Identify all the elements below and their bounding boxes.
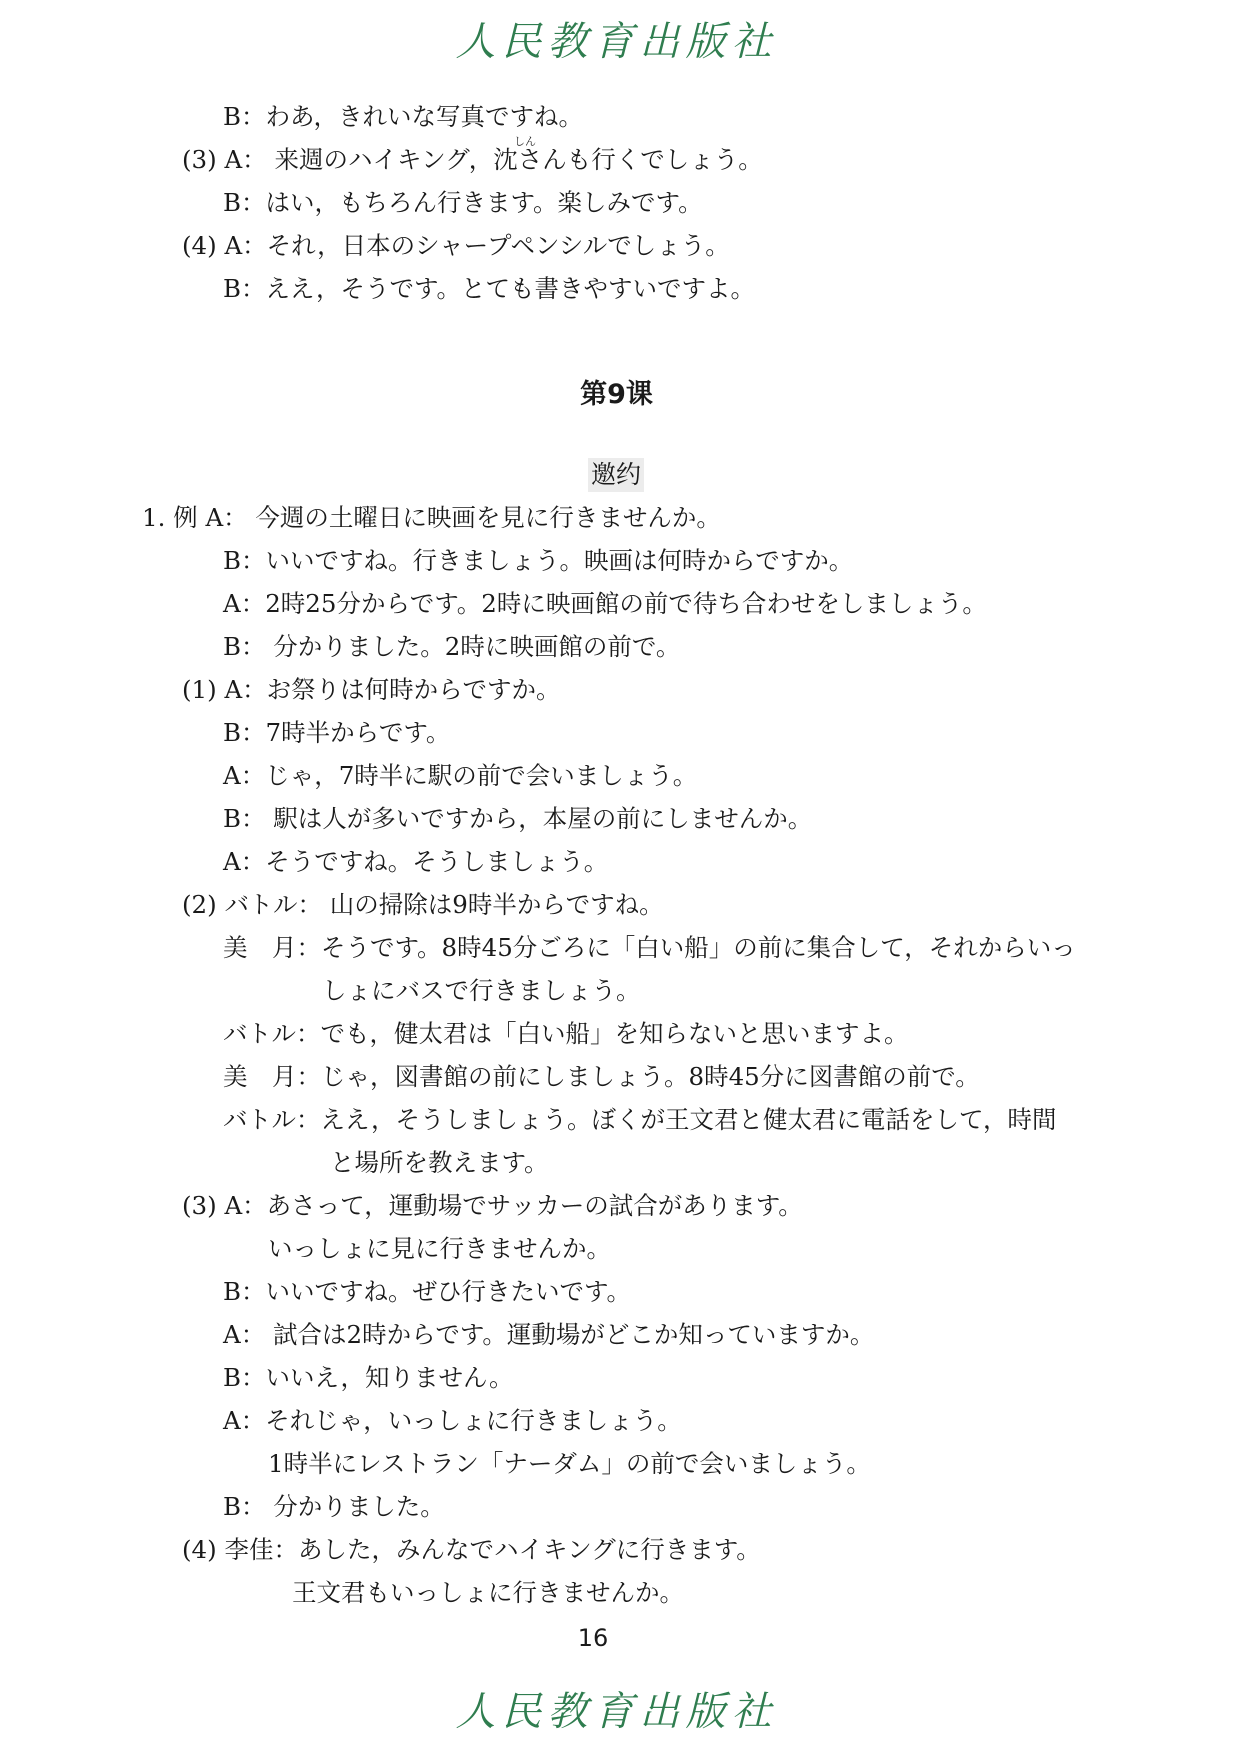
text-line: 1. 例 A： 今週の土曜日に映画を見に行きませんか。: [142, 503, 721, 532]
text-line: B：いいえ，知りません。: [223, 1363, 514, 1392]
text-line: いっしょに見に行きませんか。: [268, 1234, 611, 1263]
text-line: と場所を教えます。: [330, 1148, 549, 1177]
ruby-annotation: しん: [514, 135, 536, 148]
text-line: バトル：ええ，そうしましょう。ぼくが王文君と健太君に電話をして，時間: [223, 1105, 1057, 1134]
text-line: 美 月：そうです。8時45分ごろに「白い船」の前に集合して，それからいっ: [223, 933, 1076, 962]
text-line: B： 分かりました。: [223, 1492, 445, 1521]
text-line: (3) A：あさって，運動場でサッカーの試合があります。: [182, 1191, 803, 1220]
publisher-logo-bottom: 人民教育出版社: [455, 1689, 778, 1735]
text-line: A： 試合は2時からです。運動場がどこか知っていますか。: [223, 1320, 875, 1349]
text-line: 1時半にレストラン「ナーダム」の前で会いましょう。: [268, 1449, 871, 1478]
text-line: B：いいですね。ぜひ行きたいです。: [223, 1277, 632, 1306]
lesson-title: 第9课: [580, 379, 653, 410]
text-line: A：それじゃ，いっしょに行きましょう。: [223, 1406, 682, 1435]
text-line: B：はい，もちろん行きます。楽しみです。: [223, 188, 703, 217]
text-line: B：いいですね。行きましょう。映画は何時からですか。: [223, 546, 854, 575]
text-line: (3) A： 来週のハイキング，沈さんも行くでしょう。: [182, 145, 763, 174]
text-line: (2) バトル： 山の掃除は9時半からですね。: [182, 890, 664, 919]
text-line: 美 月：じゃ，図書館の前にしましょう。8時45分に図書館の前で。: [223, 1062, 980, 1091]
text-line: A：そうですね。そうしましょう。: [223, 847, 609, 876]
text-line: B：ええ，そうです。とても書きやすいですよ。: [223, 274, 756, 303]
text-line: しょにバスで行きましょう。: [322, 976, 641, 1005]
text-line: B： 駅は人が多いですから，本屋の前にしませんか。: [223, 804, 813, 833]
text-line: (4) A：それ，日本のシャープペンシルでしょう。: [182, 231, 730, 260]
text-line: B： 分かりました。2時に映画館の前で。: [223, 632, 681, 661]
text-line: バトル：でも，健太君は「白い船」を知らないと思いますよ。: [223, 1019, 909, 1048]
page-number: 16: [577, 1624, 609, 1652]
text-line: 王文君もいっしょに行きませんか。: [292, 1578, 684, 1607]
text-line: B：わあ，きれいな写真ですね。: [223, 102, 584, 131]
text-line: (1) A：お祭りは何時からですか。: [182, 675, 561, 704]
section-label: 邀约: [588, 458, 644, 492]
publisher-logo-top: 人民教育出版社: [455, 19, 778, 65]
text-line: (4) 李佳：あした，みんなでハイキングに行きます。: [182, 1535, 761, 1564]
text-line: A：2時25分からです。2時に映画館の前で待ち合わせをしましょう。: [223, 589, 987, 618]
text-line: B：7時半からです。: [223, 718, 451, 747]
text-line: A：じゃ，7時半に駅の前で会いましょう。: [223, 761, 698, 790]
